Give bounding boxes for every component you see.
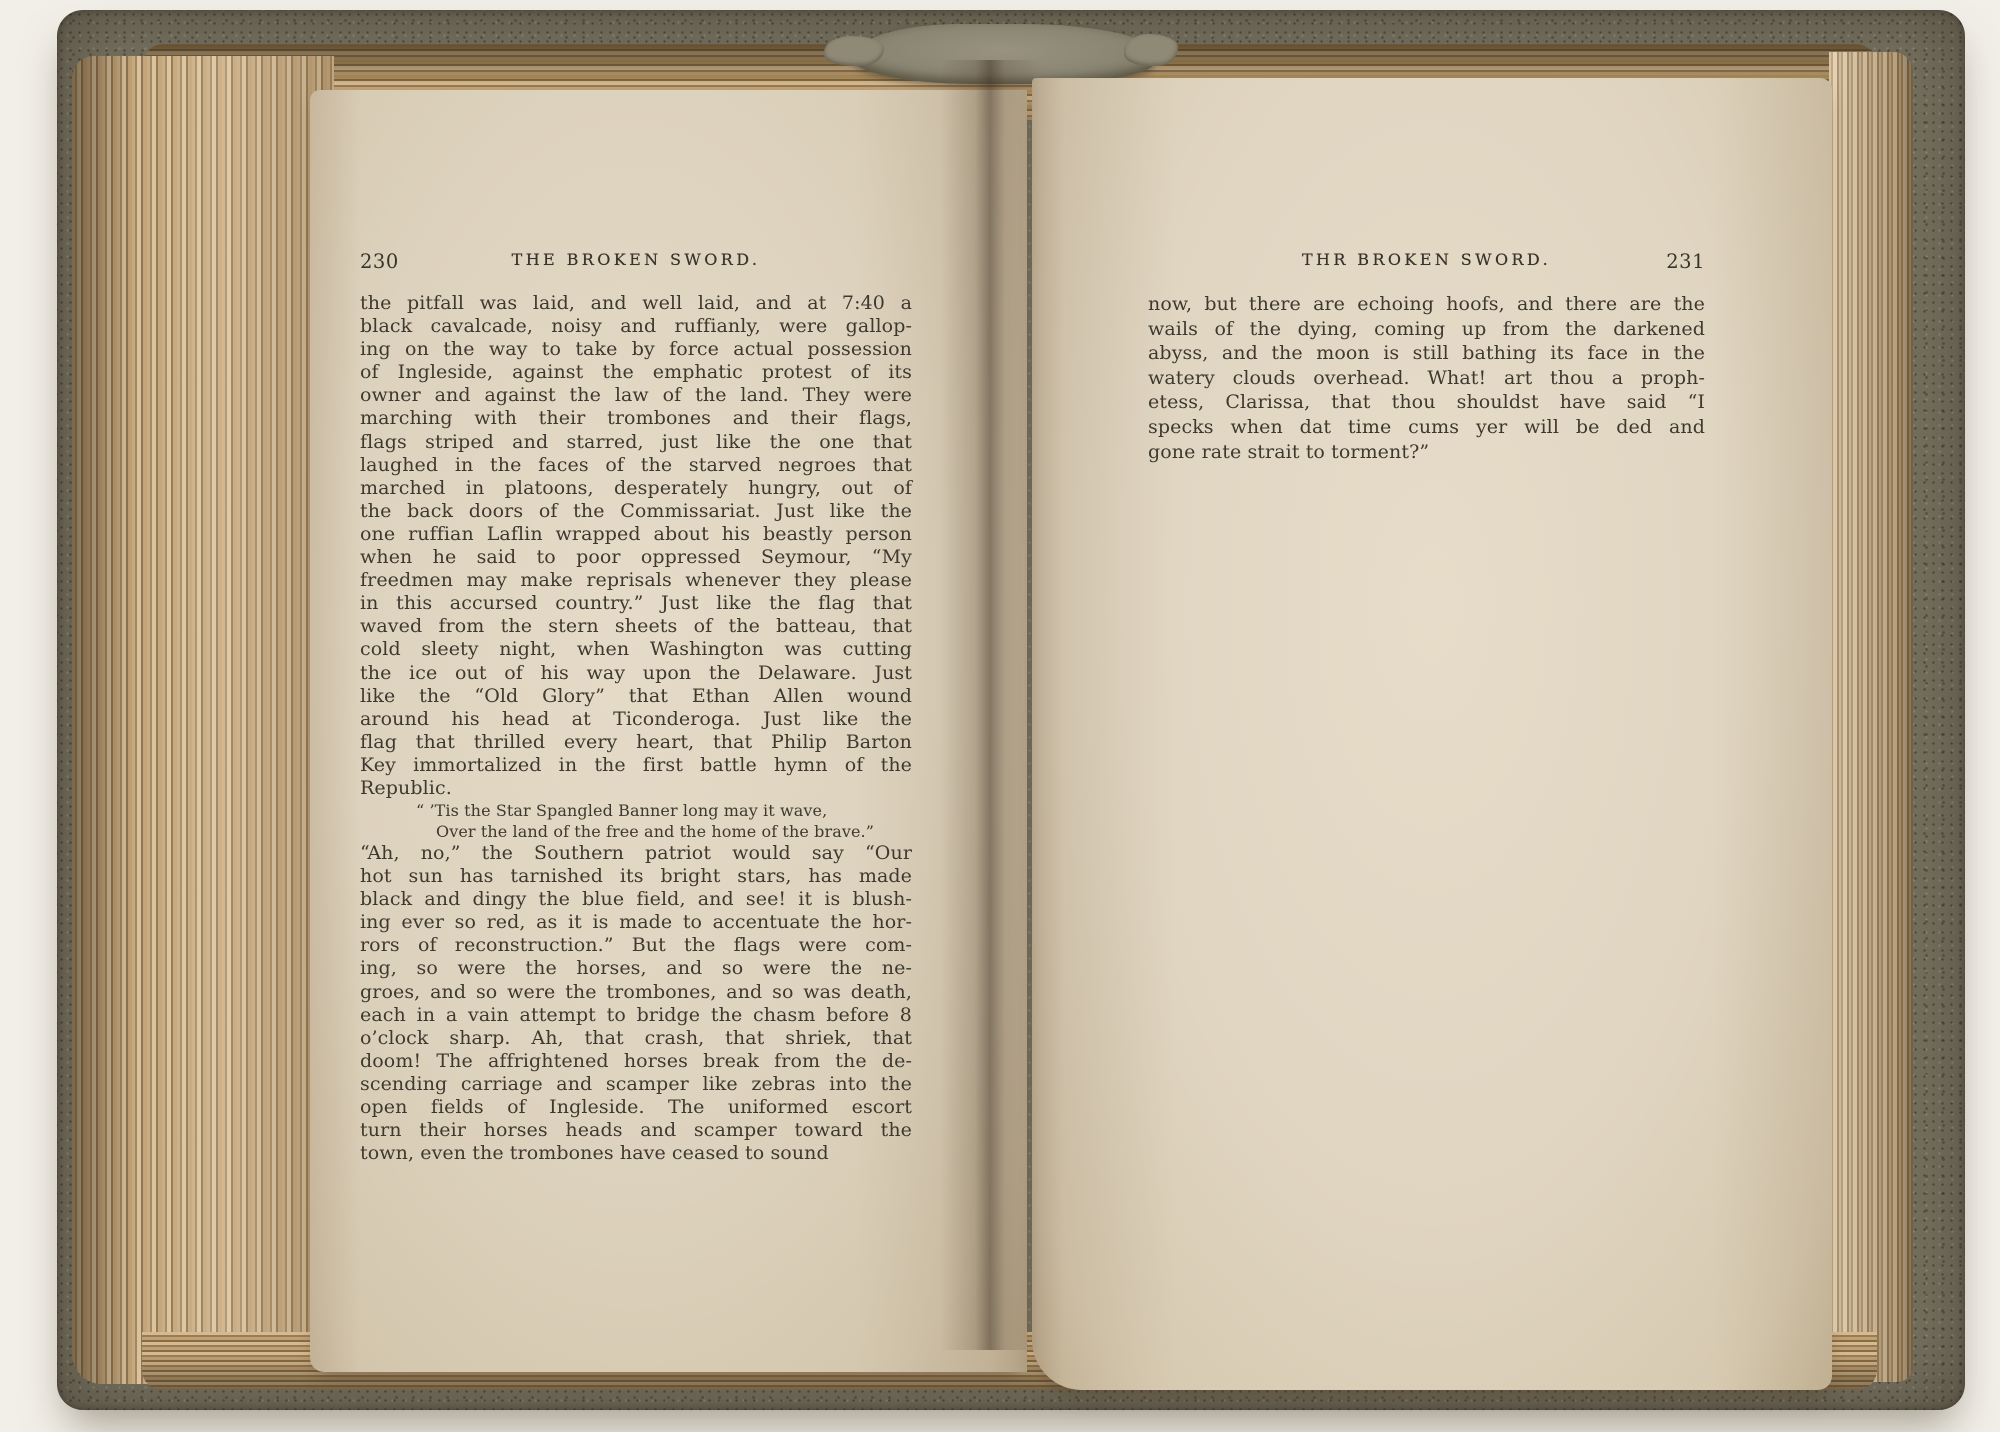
- text-line: each in a vain attempt to bridge the chasm before 8: [360, 1003, 912, 1026]
- right-page-number: 231: [1666, 250, 1705, 273]
- text-line: Key immortalized in the first battle hymn of the: [360, 753, 912, 776]
- text-line: watery clouds overhead. What! art thou a proph-: [1148, 366, 1705, 389]
- text-line: specks when dat time cums yer will be ded and: [1148, 415, 1705, 438]
- page-edges-fore-right: [1829, 52, 1913, 1382]
- text-line: the ice out of his way upon the Delaware. Just: [360, 661, 912, 684]
- text-line: turn their horses heads and scamper toward the: [360, 1119, 912, 1142]
- text-line: the back doors of the Commissariat. Just like the: [360, 499, 912, 522]
- text-line: “Ah, no,” the Southern patriot would say “Our: [360, 842, 912, 864]
- text-line: rors of reconstruction.” But the flags were com-: [360, 934, 912, 957]
- left-page-number: 230: [360, 250, 399, 273]
- text-line: hot sun has tarnished its bright stars, has made: [360, 865, 912, 888]
- text-line: o’clock sharp. Ah, that crash, that shriek, that: [360, 1026, 912, 1049]
- left-paragraph-1: [360, 292, 912, 800]
- text-line: ing on the way to take by force actual possession: [360, 338, 912, 361]
- text-line: ing, so were the horses, and so were the ne-: [360, 957, 912, 980]
- text-line: open fields of Ingleside. The uniformed escort: [360, 1096, 912, 1119]
- text-line: now, but there are echoing hoofs, and there are the: [1148, 293, 1705, 315]
- right-page: [1032, 78, 1832, 1390]
- text-line: like the “Old Glory” that Ethan Allen wound: [360, 684, 912, 707]
- text-line: “ ’Tis the Star Spangled Banner long may it wave,: [416, 801, 828, 820]
- text-line: in this accursed country.” Just like the flag that: [360, 592, 912, 615]
- text-line: gone rate strait to torment?”: [1148, 440, 1430, 463]
- text-line: freedmen may make reprisals whenever they please: [360, 569, 912, 592]
- right-running-title: THR BROKEN SWORD.: [1301, 250, 1552, 269]
- text-line: when he said to poor oppressed Seymour, “My: [360, 546, 912, 569]
- text-line: around his head at Ticonderoga. Just like the: [360, 707, 912, 730]
- text-line: Over the land of the free and the home of the brave.”: [436, 822, 875, 841]
- text-line: waved from the stern sheets of the batteau, that: [360, 615, 912, 638]
- text-line: flags striped and starred, just like the one that: [360, 430, 912, 453]
- text-line: doom! The affrightened horses break from the de-: [360, 1049, 912, 1072]
- text-line: etess, Clarissa, that thou shouldst have said “I: [1148, 391, 1705, 414]
- text-line: marching with their trombones and their flags,: [360, 407, 912, 430]
- left-page: [310, 90, 1027, 1372]
- spine-head-fray: [852, 24, 1154, 84]
- book-cover: [57, 10, 1965, 1410]
- text-line: laughed in the faces of the starved negroes that: [360, 453, 912, 476]
- text-line: owner and against the law of the land. They were: [360, 384, 912, 407]
- verse-quote: [360, 800, 912, 842]
- text-line: groes, and so were the trombones, and so was death,: [360, 980, 912, 1003]
- left-page-header: [360, 250, 912, 278]
- right-paragraph: [1148, 292, 1705, 464]
- text-line: ing ever so red, as it is made to accentuate the hor-: [360, 911, 912, 934]
- text-line: wails of the dying, coming up from the darkened: [1148, 317, 1705, 340]
- text-line: scending carriage and scamper like zebras into the: [360, 1072, 912, 1095]
- text-line: of Ingleside, against the emphatic protest of its: [360, 361, 912, 384]
- text-line: marched in platoons, desperately hungry, out of: [360, 476, 912, 499]
- left-paragraph-2: [360, 842, 912, 1165]
- text-line: Republic.: [360, 776, 452, 799]
- left-running-title: THE BROKEN SWORD.: [511, 250, 761, 269]
- page-edges-fore-left: [72, 56, 334, 1384]
- text-line: black and dingy the blue field, and see! it is blush-: [360, 888, 912, 911]
- text-line: flag that thrilled every heart, that Philip Barton: [360, 730, 912, 753]
- text-line: abyss, and the moon is still bathing its face in the: [1148, 342, 1705, 365]
- text-line: cold sleety night, when Washington was cutting: [360, 638, 912, 661]
- text-line: town, even the trombones have ceased to sound: [360, 1142, 829, 1165]
- right-page-header: [1148, 250, 1705, 278]
- text-line: black cavalcade, noisy and ruffianly, were gallop-: [360, 315, 912, 338]
- text-line: one ruffian Laflin wrapped about his beastly person: [360, 522, 912, 545]
- text-line: the pitfall was laid, and well laid, and at 7:40 a: [360, 292, 912, 314]
